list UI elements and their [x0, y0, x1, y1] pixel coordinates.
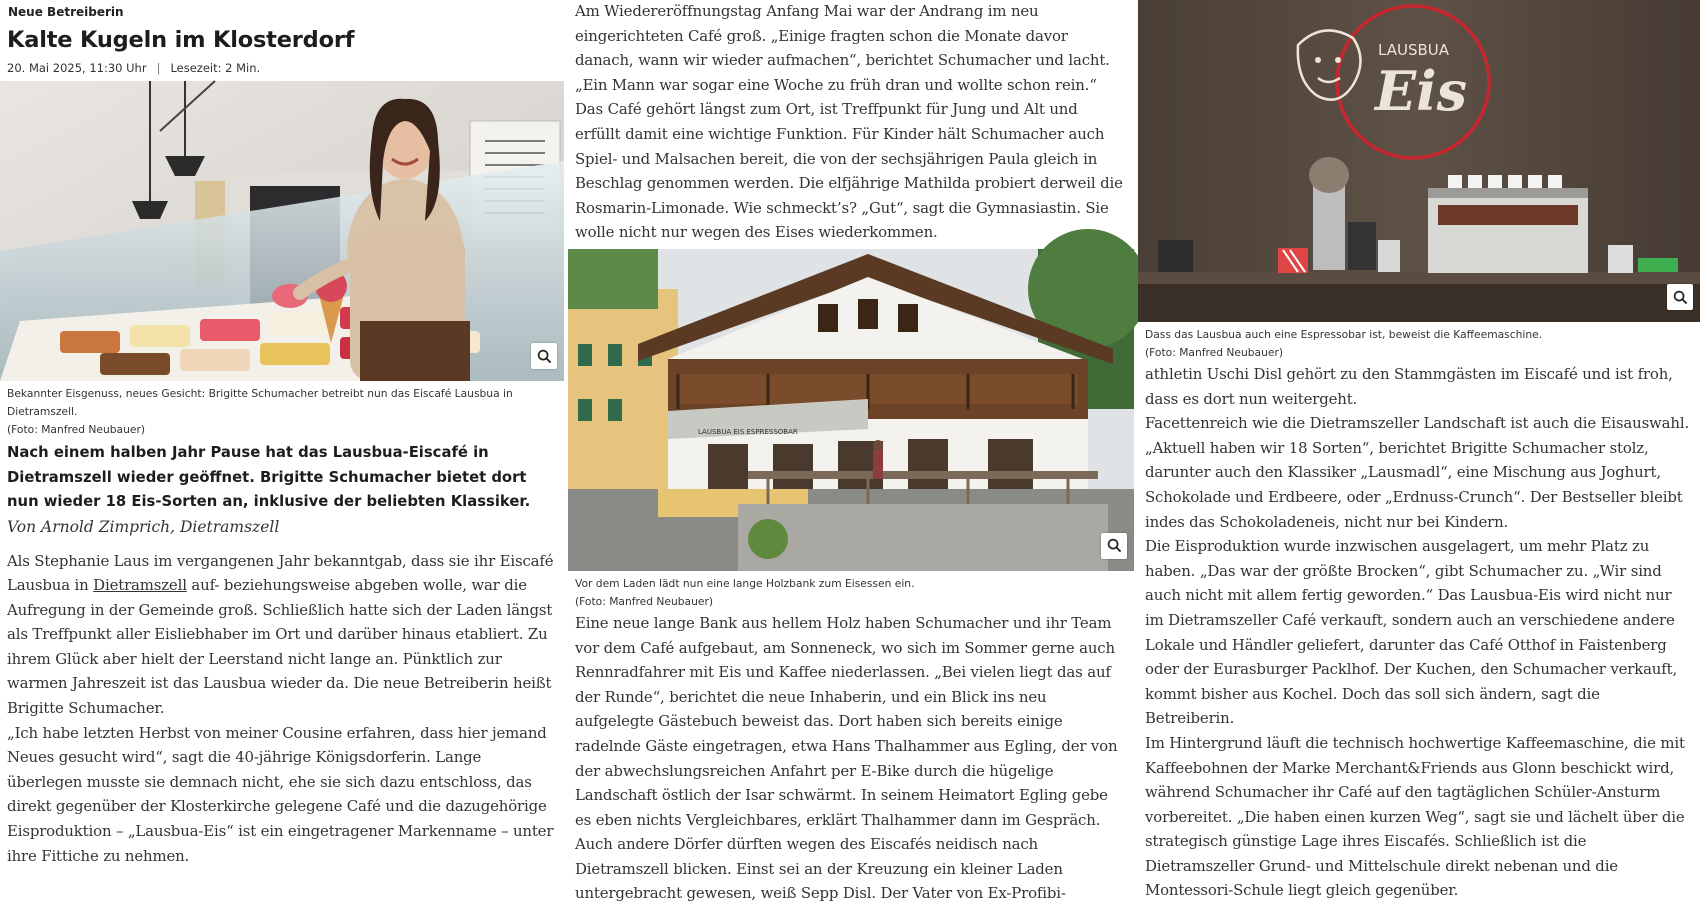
photo-espresso-bar[interactable] — [1138, 0, 1700, 322]
image-caption — [568, 575, 1134, 611]
photo-espresso-bar-graphic — [1138, 0, 1700, 322]
paragraph: Facettenreich wie die Dietramszeller Landschaft ist auch die Eisauswahl. „Aktuell haben wir 18 Sorten“, berichtet Brigitte Schumacher stolz, darunter auch den Klassiker „Lausmadl“, eine Mischung aus Joghurt, Schokolade und Erdbeere, oder „Erdnuss-Crunch“. Der Bestseller bleibt indes das Schokoladeneis, nicht nur bei Kindern. — [1145, 414, 1690, 531]
image-caption — [0, 385, 564, 439]
article-meta — [7, 61, 564, 75]
column-2 — [568, 0, 1134, 903]
article-read-time: Lesezeit: 2 Min. — [170, 61, 261, 75]
image-caption — [1138, 326, 1700, 362]
paragraph-text: auf- beziehungsweise abgeben wolle, war die Aufregung in der Gemeinde groß. Schließlich hatte sich der Laden längst als Treffpunkt aller Eisliebhaber im Ort und darüber hinaus etabliert. Zu ihrem Glück aber hielt der Leerstand nicht lange an. Pünktlich zur warmen Jahreszeit ist das Lausbua wieder da. Die neue Betreiberin heißt Brigitte Schumacher. — [7, 576, 553, 718]
article-lead: Nach einem halben Jahr Pause hat das Lausbua-Eiscafé in Dietramszell wieder geöffnet. Brigitte Schumacher bietet dort nun wieder 18 Eis-Sorten an, inklusive der beliebten Klassiker. — [7, 444, 531, 510]
location-link[interactable]: Dietramszell — [93, 576, 187, 595]
body-text-col2-bottom — [568, 611, 1134, 906]
zoom-icon[interactable] — [1667, 284, 1693, 310]
article-headline: Kalte Kugeln im Klosterdorf — [7, 27, 355, 53]
caption-text: Dass das Lausbua auch eine Espressobar ist, beweist die Kaffeemaschine. — [1145, 328, 1543, 341]
photo-cafe-building[interactable] — [568, 249, 1134, 571]
paragraph-text: Als Stephanie Laus im vergangenen Jahr bekanntgab, dass sie ihr Eiscafé Lausbua in — [7, 551, 554, 595]
caption-text: Vor dem Laden lädt nun eine lange Holzbank zum Eisessen ein. — [575, 576, 915, 590]
paragraph: Eine neue lange Bank aus hellem Holz haben Schumacher und ihr Team vor dem Café aufgebaut, am Sonneneck, wo sich im Sommer gerne auch Rennradfahrer mit Eis und Kaffee niederlassen. „Bei vielen liegt das auf der Runde“, berichtet die neue Inhaberin, und ein Blick ins neu aufgelegte Gästebuch beweist das. Dort haben sich bereits einige radelnde Gäste eingetragen, etwa Hans Thalhammer aus Egling, der von der abwechslungsreichen Anfahrt per E-Bike durch die hügelige Landschaft östlich der Isar schwärmt. In seinem Heimatort Egling gebe es eben nichts Vergleichbares, erklärt Thalhammer dann im Gespräch. Auch andere Dörfer dürften wegen des Eiscafés neidisch nach Dietramszell blicken. Einst sei an der Kreuzung ein kleiner Laden untergebracht gewesen, weiß Sepp Disl. Der Vater von Ex-Profibi- — [575, 613, 1118, 903]
zoom-icon[interactable] — [1101, 533, 1127, 559]
caption-credit: (Foto: Manfred Neubauer) — [575, 594, 714, 608]
column-3 — [1138, 0, 1700, 900]
article-author: Von Arnold Zimprich, Dietramszell — [7, 517, 280, 536]
zoom-icon[interactable] — [531, 343, 557, 369]
caption-credit: (Foto: Manfred Neubauer) — [1145, 346, 1284, 359]
paragraph: Die Eisproduktion wurde inzwischen ausgelagert, um mehr Platz zu haben. „Das war der größte Brocken“, gibt Schumacher zu. „Wir sind auch nicht mit allem fertig geworden.“ Das Lausbua-Eis wird nicht nur im Dietramszeller Café verkauft, sondern auch an verschiedene andere Lokale und Händler geliefert, darunter das Café Otthof in Faistenberg oder der Eurasburger Packlhof. Der Kuchen, den Schumacher verkauft, kommt bisher aus Kochel. Doch das soll sich ändern, sagt die Betreiberin. — [1145, 537, 1678, 728]
logo-main-text: Eis — [1375, 59, 1468, 123]
caption-credit: (Foto: Manfred Neubauer) — [7, 423, 146, 436]
photo-cafe-building-graphic — [568, 249, 1134, 571]
meta-separator: | — [156, 61, 161, 75]
article-kicker: Neue Betreiberin — [8, 5, 124, 19]
caption-text: Bekannter Eisgenuss, neues Gesicht: Brigitte Schumacher betreibt nun das Eiscafé Lausbua in Dietramszell. — [7, 387, 513, 418]
photo-ice-cream-counter-graphic — [0, 81, 564, 381]
body-text-col1 — [0, 549, 564, 869]
article-date: 20. Mai 2025, 11:30 Uhr — [7, 61, 147, 75]
column-1 — [0, 0, 564, 887]
paragraph: „Ich habe letzten Herbst von meiner Cousine erfahren, dass hier jemand Neues gesucht wird“, sagt die 40-jährige Königsdorferin. Lange überlegen musste sie demnach nicht, ehe sie sich dazu entschloss, das direkt gegenüber der Klosterkirche gelegene Café und die dazugehörige Eisproduktion – „Lausbua-Eis“ ist ein eingetragener Markenname – unter ihre Fittiche zu nehmen. — [7, 723, 554, 865]
paragraph: Am Wiedereröffnungstag Anfang Mai war der Andrang im neu eingerichteten Café groß. „Einige fragten schon die Monate davor danach, wann wir wieder aufmachen“, berichtet Schumacher und lacht. „Ein Mann war sogar eine Woche zu früh dran und wollte schon rein.“ Das Café gehört längst zum Ort, ist Treffpunkt für Jung und Alt und erfüllt damit eine wichtige Funktion. Für Kinder hält Schumacher auch Spiel- und Malsachen bereit, die von der sechsjährigen Paula gleich in Beschlag genommen werden. Die elfjährige Mathilda probiert derweil die Rosmarin-Limonade. Wie schmeckt’s? „Gut“, sagt die Gymnasiastin. Sie wolle nicht nur wegen des Eises wiederkommen. — [575, 2, 1123, 242]
paragraph — [7, 549, 557, 721]
logo-top-text: LAUSBUA — [1378, 41, 1449, 59]
body-text-col2-top — [568, 0, 1134, 245]
paragraph: Im Hintergrund läuft die technisch hochwertige Kaffeemaschine, die mit Kaffeebohnen der Marke Merchant&Friends aus Glonn beschickt wird, während Schumacher ihr Café auf den tagtäglichen Schüler-Ansturm vorbereitet. „Die haben einen kurzen Weg“, sagt sie und lächelt über die strategisch günstige Lage ihres Eiscafés. Schließlich ist die Dietramszeller Grund- und Mittelschule direkt nebenan und die Montessori-Schule liegt gleich gegenüber. — [1145, 733, 1685, 900]
photo-ice-cream-counter[interactable] — [0, 81, 564, 381]
spacer — [0, 539, 564, 549]
paragraph: athletin Uschi Disl gehört zu den Stammgästen im Eiscafé und ist froh, dass es dort nun weitergeht. — [1145, 365, 1673, 408]
body-text-col3 — [1138, 362, 1700, 903]
storefront-sign-text: LAUSBUA EIS ESPRESSOBAR — [698, 427, 798, 436]
